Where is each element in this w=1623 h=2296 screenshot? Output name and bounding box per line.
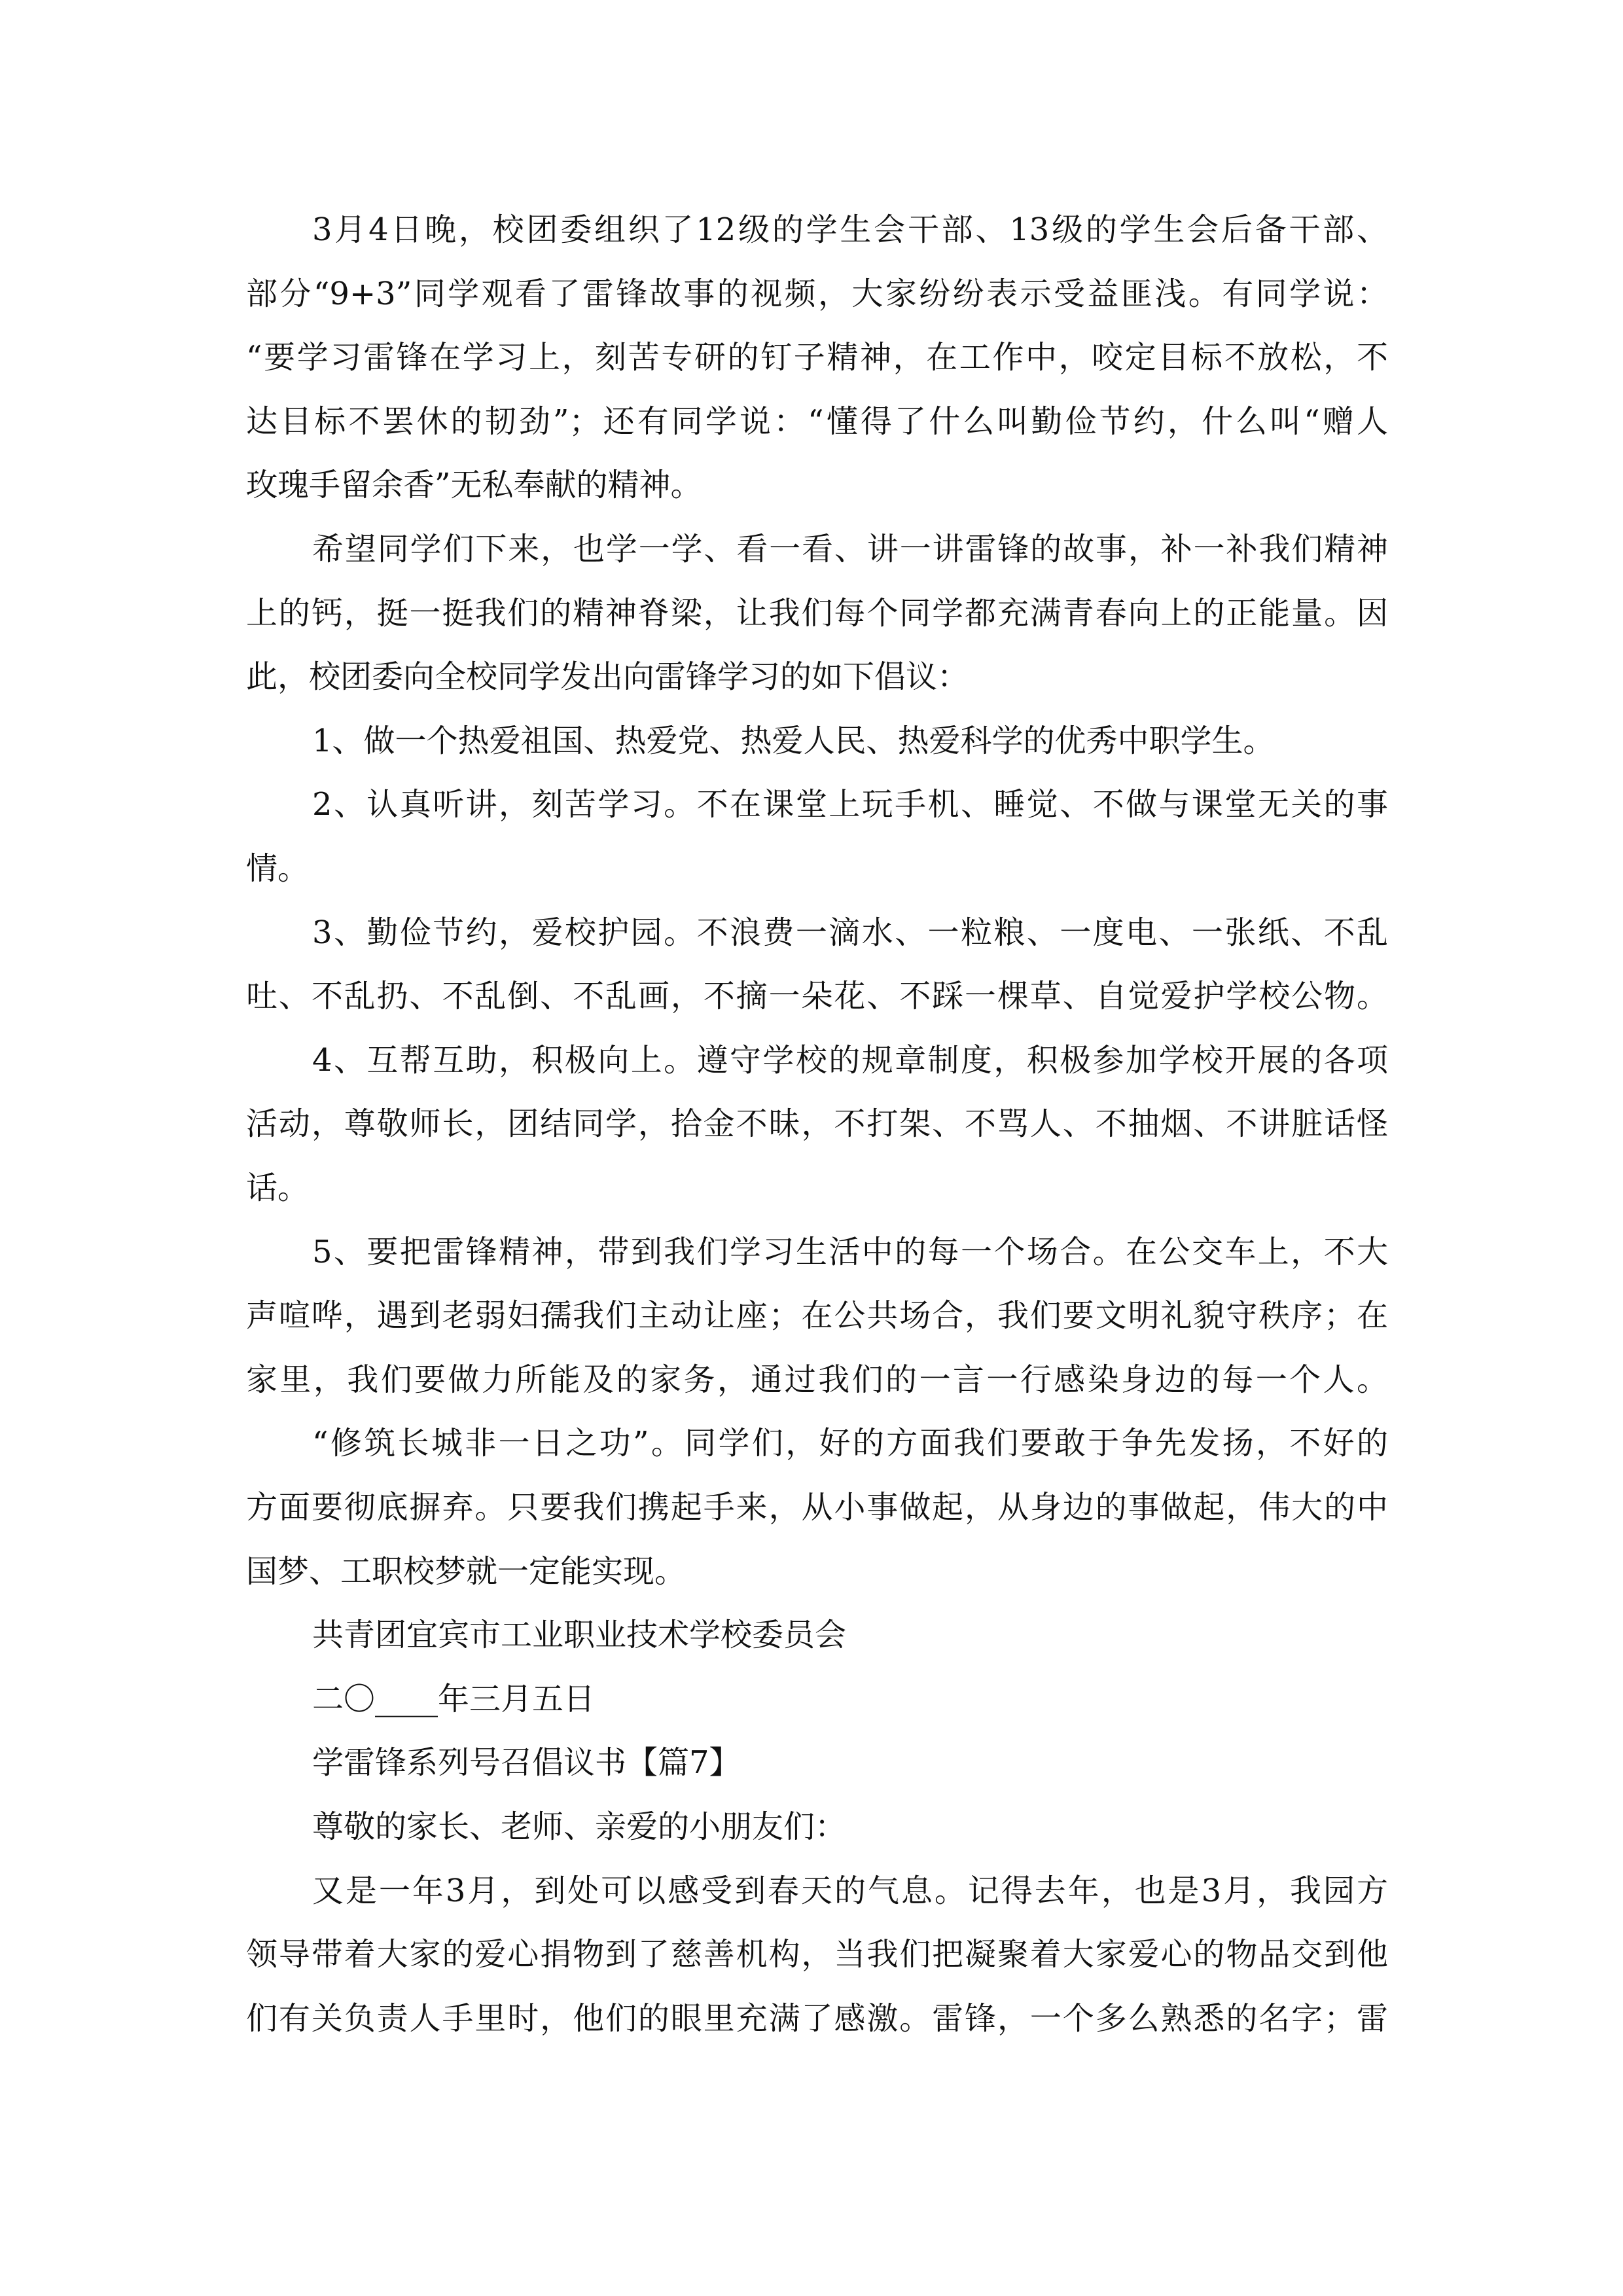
text-line: 3、勤俭节约，爱校护园。不浪费一滴水、一粒粮、一度电、一张纸、不乱 (312, 914, 1388, 951)
text-line: 希望同学们下来，也学一学、看一看、讲一讲雷锋的故事，补一补我们精神 (312, 531, 1388, 567)
text-line: 声喧哗，遇到老弱妇孺我们主动让座；在公共场合，我们要文明礼貌守秩序；在 (246, 1297, 1388, 1335)
text-line: 方面要彻底摒弃。只要我们携起手来，从小事做起，从身边的事做起，伟大的中 (246, 1489, 1388, 1526)
text-line: 领导带着大家的爱心捐物到了慈善机构，当我们把凝聚着大家爱心的物品交到他 (246, 1936, 1388, 1973)
text-line: 1、做一个热爱祖国、热爱党、热爱人民、热爱科学的优秀中职学生。 (312, 722, 1275, 759)
text-line: 活动，尊敬师长，团结同学，拾金不昧，不打架、不骂人、不抽烟、不讲脏话怪 (246, 1105, 1388, 1143)
text-line: 玫瑰手留余香”无私奉献的精神。 (246, 467, 702, 504)
text-line: 吐、不乱扔、不乱倒、不乱画，不摘一朵花、不踩一棵草、自觉爱护学校公物。 (246, 978, 1388, 1015)
text-line: 话。 (246, 1170, 310, 1206)
text-line: 此，校团委向全校同学发出向雷锋学习的如下倡议： (246, 658, 969, 696)
text-line: 国梦、工职校梦就一定能实现。 (246, 1552, 687, 1590)
text-line: 达目标不罢休的韧劲”；还有同学说：“懂得了什么叫勤俭节约，什么叫“赠人 (246, 403, 1388, 440)
text-line: 4、互帮互助，积极向上。遵守学校的规章制度，积极参加学校开展的各项 (312, 1041, 1388, 1079)
text-line: 2、认真听讲，刻苦学习。不在课堂上玩手机、睡觉、不做与课堂无关的事 (312, 786, 1388, 823)
text-line: 上的钙，挺一挺我们的精神脊梁，让我们每个同学都充满青春向上的正能量。因 (246, 594, 1388, 632)
text-line: 二〇____年三月五日 (312, 1680, 596, 1717)
text-line: 学雷锋系列号召倡议书【篇7】 (312, 1744, 741, 1782)
text-line: 共青团宜宾市工业职业技术学校委员会 (312, 1617, 847, 1654)
text-line: 3月4日晚，校团委组织了12级的学生会干部、13级的学生会后备干部、 (312, 211, 1388, 248)
text-line: 5、要把雷锋精神，带到我们学习生活中的每一个场合。在公交车上，不大 (312, 1233, 1388, 1270)
text-line: 家里，我们要做力所能及的家务，通过我们的一言一行感染身边的每一个人。 (246, 1361, 1388, 1398)
text-line: 部分“9+3”同学观看了雷锋故事的视频，大家纷纷表示受益匪浅。有同学说： (246, 275, 1388, 312)
text-line: 尊敬的家长、老师、亲爱的小朋友们： (312, 1808, 847, 1845)
text-line: 情。 (246, 850, 310, 887)
text-line: “修筑长城非一日之功”。同学们，好的方面我们要敢于争先发扬，不好的 (312, 1425, 1388, 1462)
text-line: “要学习雷锋在学习上，刻苦专研的钉子精神，在工作中，咬定目标不放松，不 (246, 339, 1388, 376)
text-line: 又是一年3月，到处可以感受到春天的气息。记得去年，也是3月，我园方 (312, 1872, 1388, 1909)
text-line: 们有关负责人手里时，他们的眼里充满了感激。雷锋，一个多么熟悉的名字；雷 (246, 2000, 1388, 2037)
